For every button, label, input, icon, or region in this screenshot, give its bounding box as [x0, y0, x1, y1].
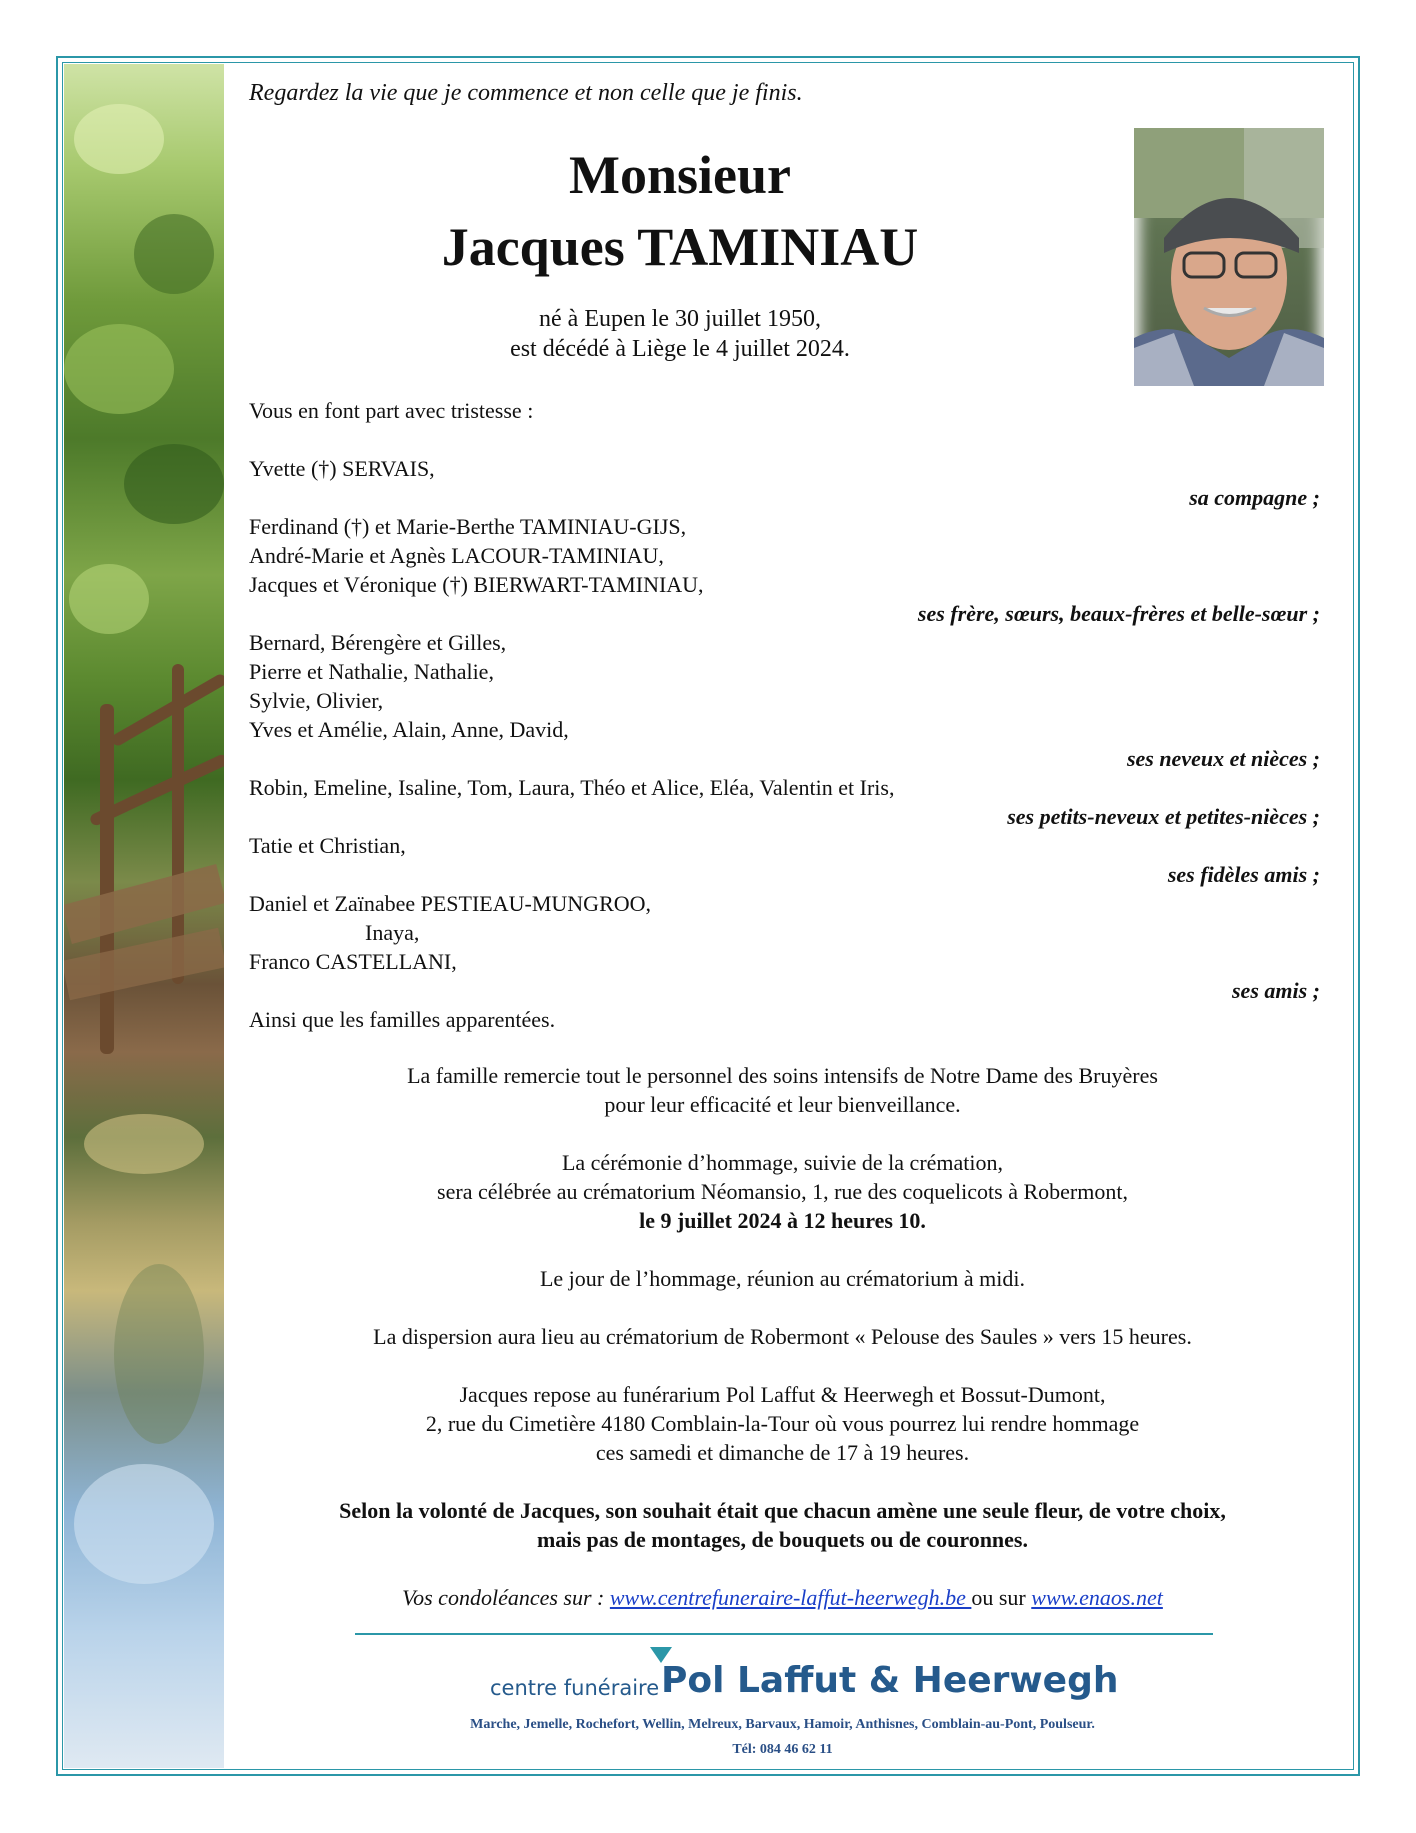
death-line: est décédé à Liège le 4 juillet 2024.	[510, 336, 850, 362]
family-line: Ferdinand (†) et Marie-Berthe TAMINIAU-GIJS,	[249, 514, 687, 539]
family-line: Ainsi que les familles apparentées.	[249, 1007, 556, 1032]
relation-label: ses neveux et nièces ;	[1126, 746, 1320, 771]
family-line: Yvette (†) SERVAIS,	[249, 456, 435, 481]
relation-label: sa compagne ;	[1189, 485, 1320, 510]
rest-line: 2, rue du Cimetière 4180 Comblain-la-Tour où vous pourrez lui rendre hommage	[425, 1411, 1140, 1436]
deceased-name: Jacques TAMINIAU	[441, 217, 919, 277]
relation-label: ses fidèles amis ;	[1167, 862, 1320, 887]
rest-line: Jacques repose au funérarium Pol Laffut & Heerwegh et Bossut-Dumont,	[459, 1382, 1106, 1407]
funeral-center-link[interactable]: www.centrefuneraire-laffut-heerwegh.be	[609, 1585, 972, 1610]
opening-quote: Regardez la vie que je commence et non celle que je finis.	[249, 80, 803, 106]
footer-locations: Marche, Jemelle, Rochefort, Wellin, Melreux, Barvaux, Hamoir, Anthisnes, Comblain-au-Pont, Poulseur.	[470, 1717, 1095, 1732]
rest-line: ces samedi et dimanche de 17 à 19 heures.	[595, 1440, 970, 1465]
title-honorific: Monsieur	[569, 145, 791, 205]
family-line: Franco CASTELLANI,	[249, 949, 457, 974]
family-line: André-Marie et Agnès LACOUR-TAMINIAU,	[249, 543, 664, 568]
meeting-line: Le jour de l’hommage, réunion au crématorium à midi.	[539, 1266, 1026, 1291]
family-line: Robin, Emeline, Isaline, Tom, Laura, Théo et Alice, Eléa, Valentin et Iris,	[249, 775, 895, 800]
footer-phone: Tél: 084 46 62 11	[732, 1742, 833, 1757]
logo-name: Pol Laffut & Heerwegh	[661, 1660, 1119, 1701]
family-line: Tatie et Christian,	[249, 833, 406, 858]
thanks-line: La famille remercie tout le personnel des soins intensifs de Notre Dame des Bruyères	[407, 1063, 1158, 1088]
thanks-line: pour leur efficacité et leur bienveillance.	[604, 1092, 961, 1117]
wish-line: mais pas de montages, de bouquets ou de couronnes.	[536, 1527, 1028, 1552]
logo-subtitle: centre funéraire	[490, 1676, 660, 1700]
relation-label: ses petits-neveux et petites-nièces ;	[1007, 804, 1320, 829]
dispersion-line: La dispersion aura lieu au crématorium de Robermont « Pelouse des Saules » vers 15 heures.	[373, 1324, 1192, 1349]
ceremony-date: le 9 juillet 2024 à 12 heures 10.	[639, 1208, 926, 1233]
footer-divider	[355, 1633, 1213, 1635]
family-line: Jacques et Véronique (†) BIERWART-TAMINIAU,	[249, 572, 704, 597]
relation-label: ses amis ;	[1232, 978, 1320, 1003]
enaos-link[interactable]: www.enaos.net	[1031, 1585, 1163, 1610]
family-line: Pierre et Nathalie, Nathalie,	[249, 659, 494, 684]
family-line: Bernard, Bérengère et Gilles,	[249, 630, 507, 655]
family-line: Inaya,	[365, 920, 420, 945]
portrait-photo	[1134, 128, 1324, 386]
wish-line: Selon la volonté de Jacques, son souhait était que chacun amène une seule fleur, de votre choix,	[339, 1498, 1226, 1523]
ceremony-line: La cérémonie d’hommage, suivie de la crémation,	[561, 1150, 1004, 1175]
family-line: Daniel et Zaïnabee PESTIEAU-MUNGROO,	[249, 891, 652, 916]
family-line: Yves et Amélie, Alain, Anne, David,	[249, 717, 569, 742]
family-line: Sylvie, Olivier,	[249, 688, 384, 713]
condolences-line	[249, 1585, 1316, 1611]
announce-line: Vous en font part avec tristesse :	[249, 398, 534, 423]
relation-label: ses frère, sœurs, beaux-frères et belle-sœur ;	[917, 601, 1320, 626]
condolences-prefix: Vos condoléances sur :	[402, 1585, 610, 1610]
decorative-bridge-stream-photo	[64, 64, 224, 1768]
birth-line: né à Eupen le 30 juillet 1950,	[539, 306, 821, 332]
ceremony-line: sera célébrée au crématorium Néomansio, 1, rue des coquelicots à Robermont,	[437, 1179, 1128, 1204]
condolences-or: ou sur	[971, 1585, 1032, 1610]
